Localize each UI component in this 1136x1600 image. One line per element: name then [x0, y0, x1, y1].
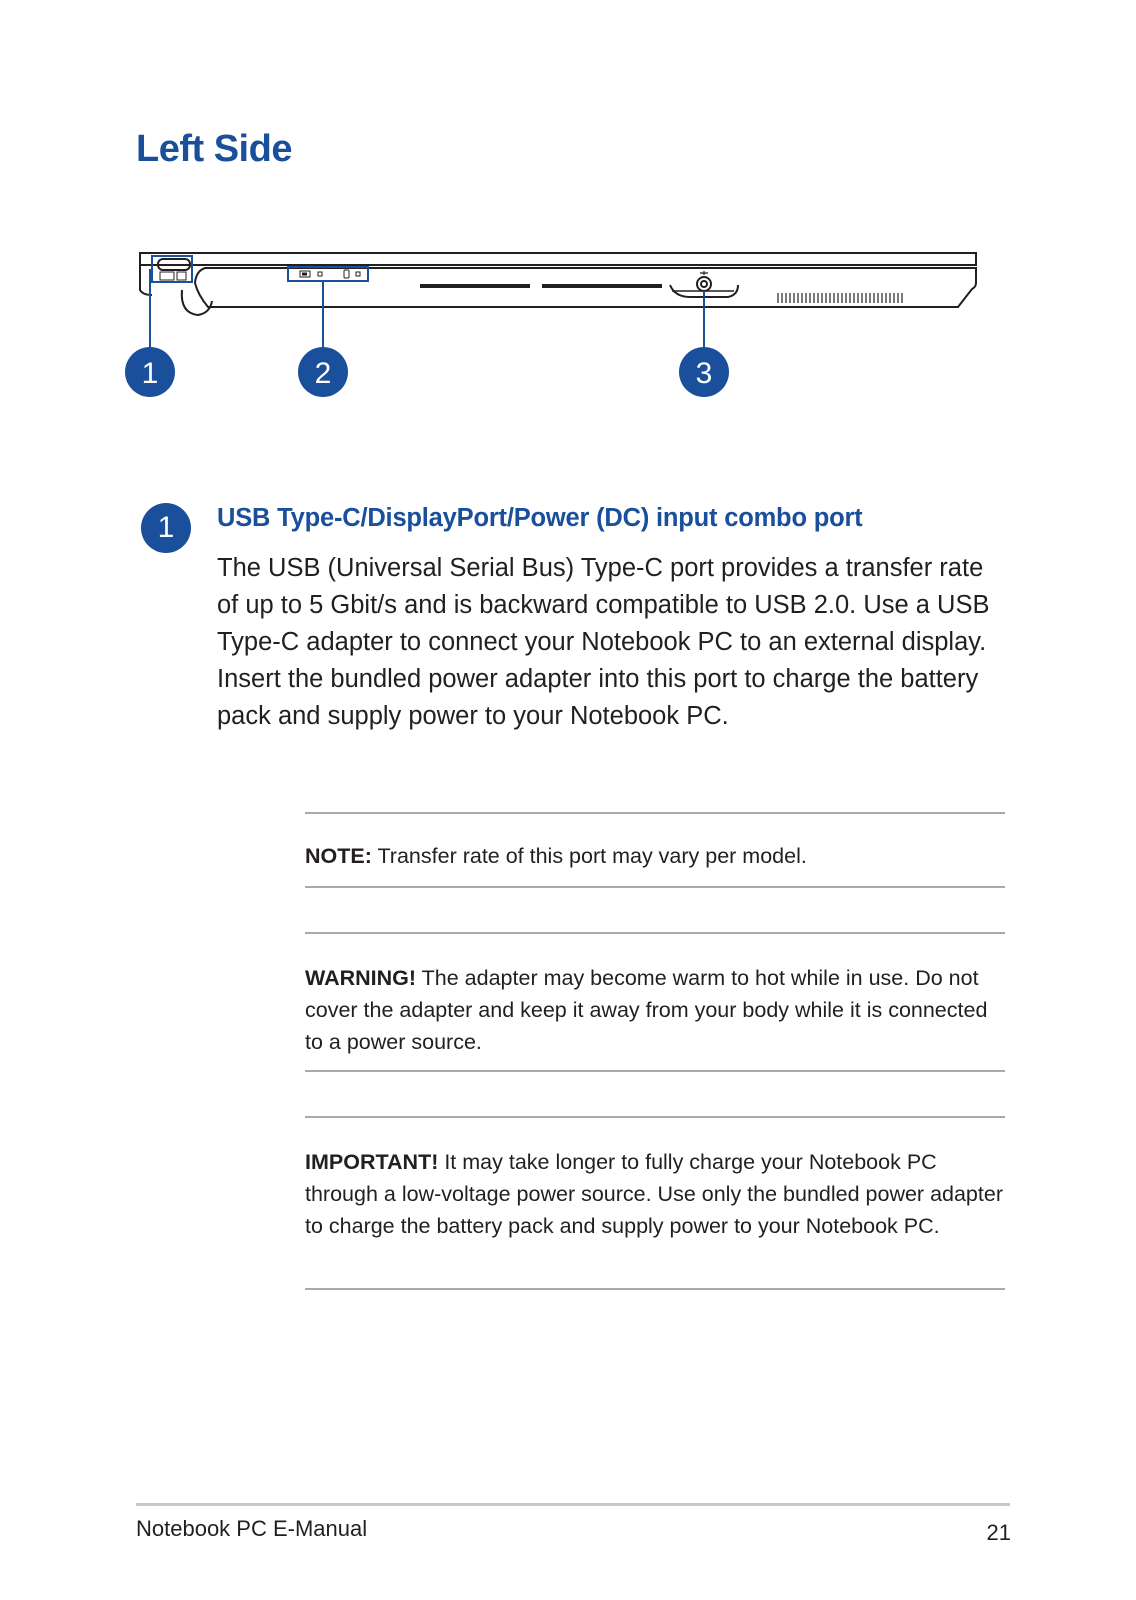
callout-number-3: 3 — [695, 357, 713, 390]
item-heading: USB Type-C/DisplayPort/Power (DC) input combo port — [217, 504, 863, 532]
page-title: Left Side — [136, 128, 292, 170]
note-label: NOTE: — [305, 844, 372, 868]
laptop-left-side-diagram — [110, 235, 1010, 415]
note-text: Transfer rate of this port may vary per model. — [371, 844, 807, 868]
warning-label: WARNING! — [305, 966, 417, 990]
vent-grille — [778, 293, 902, 303]
audio-jack — [697, 277, 711, 291]
note-box — [305, 812, 1005, 888]
footer-divider — [136, 1503, 1010, 1506]
item-number-badge: 1 — [141, 503, 191, 553]
callout-number-1: 1 — [141, 357, 159, 390]
laptop-lid — [140, 253, 976, 265]
item-description: The USB (Universal Serial Bus) Type-C port provides a transfer rate of up to 5 Gbit/s and is backward compatible to USB 2.0. Use a USB Type-C adapter to connect your Notebook PC to an external display. Insert the bundled power adapter into this port to charge the battery pack and supply power to your Notebook PC. — [217, 554, 990, 730]
important-box — [305, 1116, 1005, 1290]
warning-text: The adapter may become warm to hot while in use. Do not cover the adapter and keep it away from your body while it is connected to a power source. — [305, 966, 988, 1054]
callout-markers — [125, 347, 729, 397]
warning-box — [305, 932, 1005, 1072]
important-text: It may take longer to fully charge your Notebook PC through a low-voltage power source. Use only the bundled power adapter to charge the battery pack and supply power to your Notebook PC. — [305, 1150, 1003, 1238]
status-indicators — [300, 270, 360, 278]
important-label: IMPORTANT! — [305, 1150, 439, 1174]
page-number: 21 — [986, 1520, 1011, 1545]
callout-number-2: 2 — [314, 357, 332, 390]
laptop-foot — [182, 290, 212, 315]
footer-title: Notebook PC E-Manual — [136, 1516, 368, 1541]
